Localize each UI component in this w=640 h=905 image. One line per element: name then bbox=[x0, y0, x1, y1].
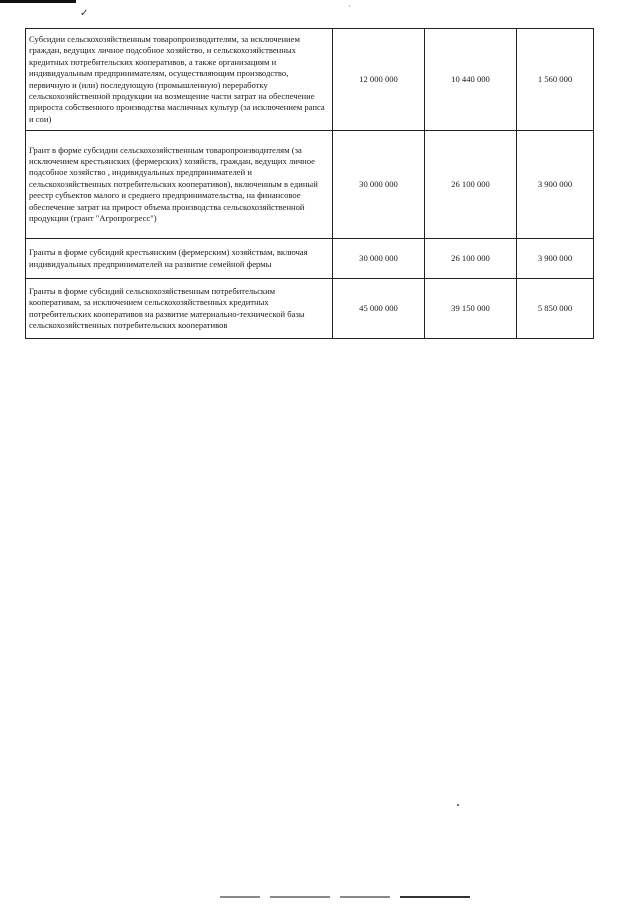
scan-artifact-dot bbox=[457, 804, 459, 806]
scan-artifact-footer bbox=[30, 896, 620, 899]
check-mark-icon: ✓ bbox=[80, 8, 89, 19]
row-total-amount: 12 000 000 bbox=[333, 29, 425, 131]
row-federal-amount: 39 150 000 bbox=[425, 279, 517, 339]
row-regional-amount: 3 900 000 bbox=[517, 131, 594, 239]
row-regional-amount: 1 560 000 bbox=[517, 29, 594, 131]
scan-artifact-bar bbox=[0, 0, 76, 3]
table-row bbox=[26, 239, 594, 279]
subsidy-table bbox=[25, 28, 594, 339]
scan-artifact-dot: · bbox=[348, 2, 351, 11]
row-federal-amount: 26 100 000 bbox=[425, 131, 517, 239]
row-regional-amount: 3 900 000 bbox=[517, 239, 594, 279]
row-description: Гранты в форме субсидий крестьянским (фермерским) хозяйствам, включая индивидуальных предпринимателей на развитие семейной фермы bbox=[26, 239, 333, 279]
row-description: Гранты в форме субсидий сельскохозяйственным потребительским кооперативам, за исключением сельскохозяйственных кредитных потребительских кооперативов на развитие материально-технической базы сельскохозяйственных потребительских кооперативов bbox=[26, 279, 333, 339]
table-row bbox=[26, 29, 594, 131]
row-description: Грант в форме субсидии сельскохозяйственным товаропроизводителям (за исключением крестьянских (фермерских) хозяйств, граждан, ведущих личное подсобное хозяйство , индивидуальных предпринимателей и сельскохозяйственных потребительских кооперативов), включенным в единый реестр субъектов малого и среднего предпринимательства, на финансовое обеспечение затрат на прирост объема производства сельскохозяйственной продукции (грант "Агропрогресс") bbox=[26, 131, 333, 239]
row-federal-amount: 10 440 000 bbox=[425, 29, 517, 131]
row-federal-amount: 26 100 000 bbox=[425, 239, 517, 279]
row-total-amount: 30 000 000 bbox=[333, 131, 425, 239]
row-regional-amount: 5 850 000 bbox=[517, 279, 594, 339]
table-row bbox=[26, 279, 594, 339]
table-row bbox=[26, 131, 594, 239]
row-total-amount: 45 000 000 bbox=[333, 279, 425, 339]
row-description: Субсидии сельскохозяйственным товаропроизводителям, за исключением граждан, ведущих личное подсобное хозяйство, и сельскохозяйственных кредитных потребительских кооперативов, а также организациям и индивидуальным предпринимателям, осуществляющим производство, первичную и (или) последующую (промышленную) переработку сельскохозяйственной продукции на возмещение части затрат на обеспечение прироста собственного производства масличных культур (за исключением рапса и сои) bbox=[26, 29, 333, 131]
row-total-amount: 30 000 000 bbox=[333, 239, 425, 279]
